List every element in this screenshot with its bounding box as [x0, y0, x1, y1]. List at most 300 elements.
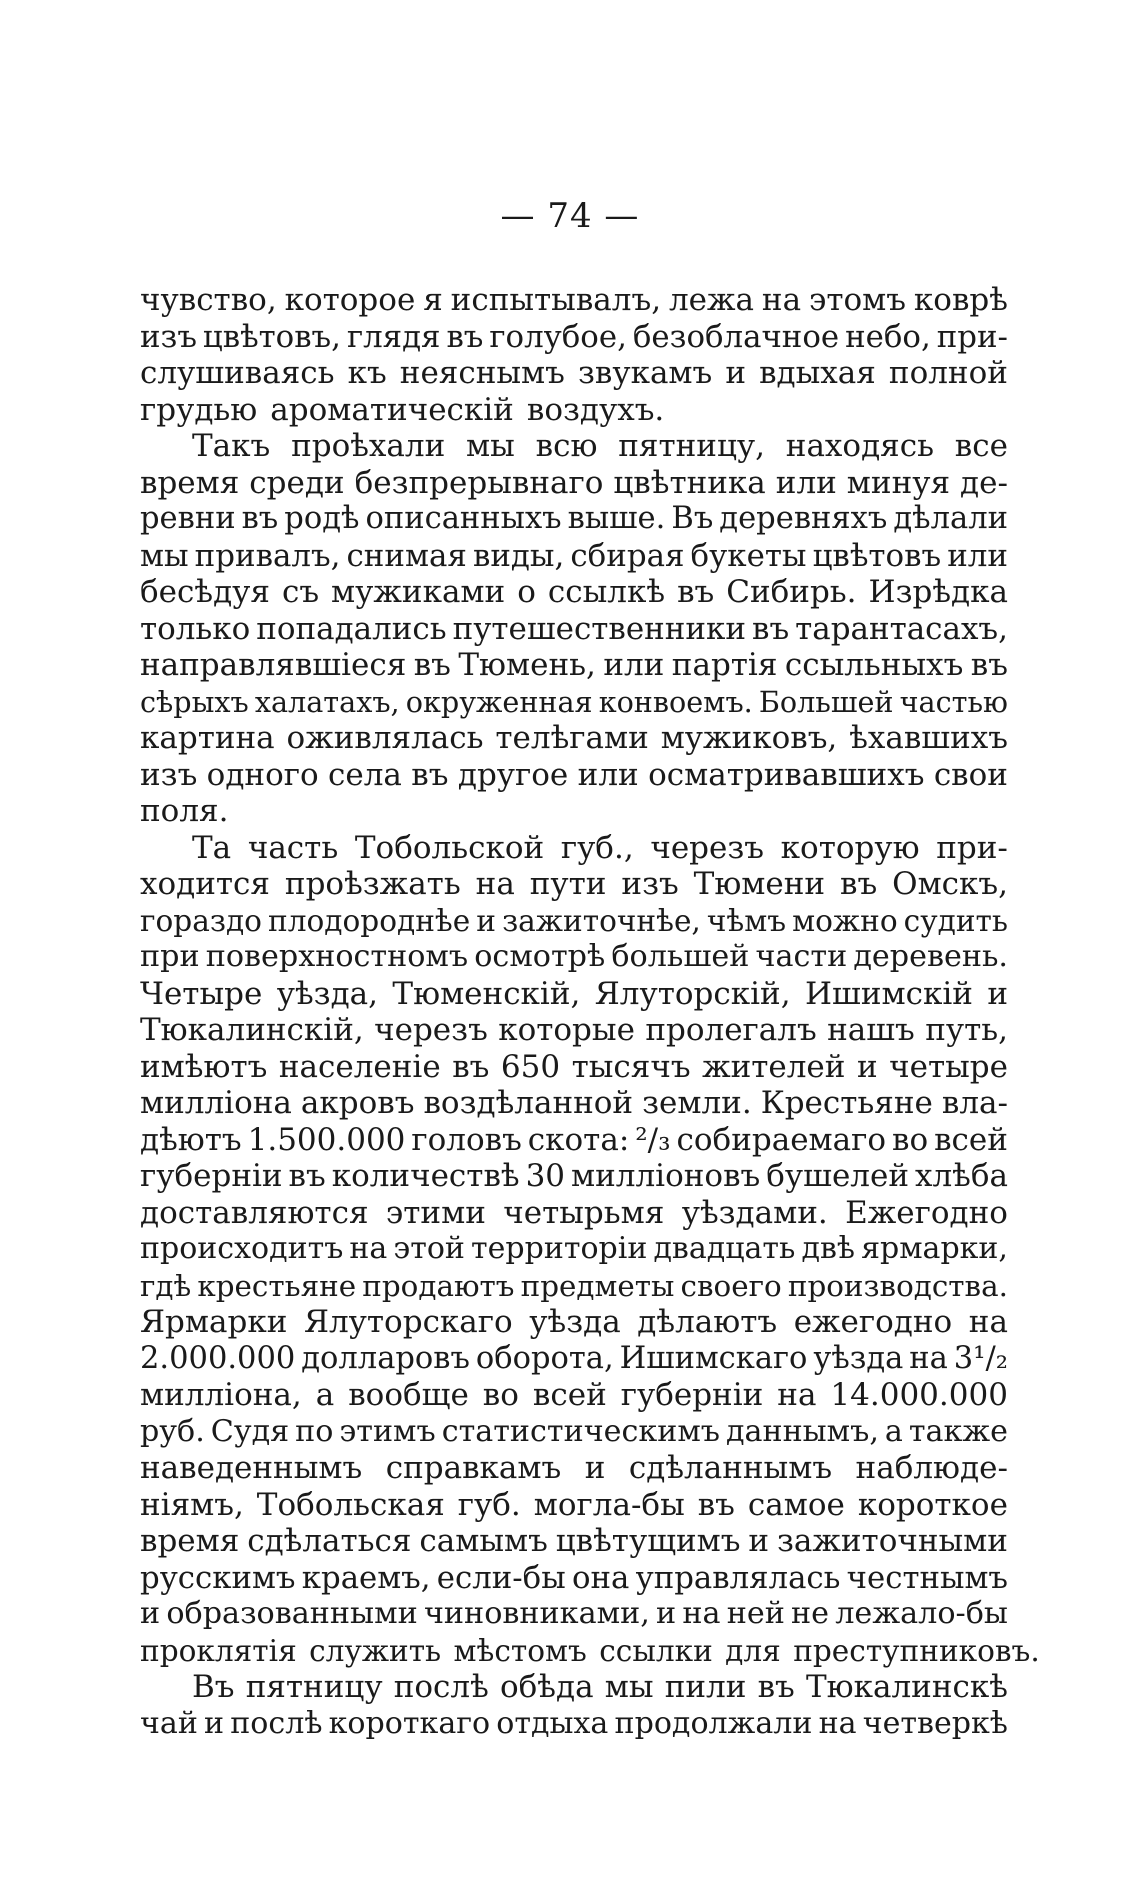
word: плодороднѣе: [268, 903, 471, 938]
word: въ: [411, 756, 449, 793]
word: части: [755, 939, 848, 974]
word: Такъ: [192, 428, 271, 464]
text-line: [140, 611, 1008, 648]
word: милліона,: [140, 1377, 302, 1413]
word: поля.: [140, 793, 229, 829]
text-line: [140, 1414, 1008, 1451]
word: наведеннымъ: [140, 1450, 363, 1486]
word: земли.: [642, 1085, 752, 1121]
word: вла-: [941, 1085, 1008, 1121]
word: о: [517, 574, 536, 610]
word: изъ: [140, 318, 197, 355]
word: свои: [933, 756, 1008, 793]
text-line: [140, 1487, 1008, 1524]
word: наблюде-: [855, 1450, 1008, 1486]
word: Судя: [210, 1413, 290, 1449]
word: мы: [604, 1669, 654, 1705]
word: или: [603, 647, 665, 683]
word: Сибирь.: [726, 574, 857, 610]
word: на: [818, 1705, 857, 1741]
word: а: [315, 1377, 335, 1413]
word: въ: [757, 1669, 795, 1705]
word: звукамъ: [577, 355, 713, 391]
word: осматривавшихъ: [648, 756, 925, 793]
word: 650: [500, 1048, 561, 1085]
word: которую: [780, 829, 920, 866]
word: полной: [888, 355, 1008, 391]
word: бесѣдуя: [140, 574, 270, 610]
word: при-: [936, 829, 1008, 866]
word: по: [295, 1413, 334, 1449]
word: на: [761, 282, 802, 318]
word: которые: [498, 1012, 635, 1048]
text-line: [140, 392, 1008, 429]
word: или: [947, 537, 1008, 574]
word: честнымъ: [846, 1559, 1008, 1596]
word: продолжали: [614, 1705, 813, 1741]
word: этими: [385, 1194, 486, 1231]
word: служить: [309, 1633, 442, 1668]
word: пути: [529, 866, 607, 902]
word: цвѣтовъ: [812, 537, 942, 574]
text-line: [140, 720, 1008, 757]
word: губ.: [457, 1486, 521, 1523]
word: одного: [206, 756, 319, 793]
word: время: [140, 1523, 240, 1559]
word: Та: [192, 829, 232, 866]
text-line: [140, 1669, 1008, 1706]
word: ссыльныхъ: [784, 647, 964, 683]
word: коврѣ: [913, 282, 1008, 318]
word: скота:: [527, 1121, 630, 1158]
word: а: [884, 1413, 903, 1449]
word: не: [791, 1596, 830, 1631]
word: и: [656, 1596, 677, 1631]
word: населеніе: [278, 1048, 441, 1085]
word: территоріи: [471, 1231, 648, 1266]
word: минуя: [846, 464, 951, 501]
word: голубое,: [489, 318, 627, 355]
text-line: [140, 647, 1008, 684]
word: имѣютъ: [140, 1048, 268, 1085]
word: губ.,: [560, 829, 634, 866]
word: описанныхъ: [365, 501, 562, 536]
word: уѣзда,: [276, 975, 378, 1012]
text-line: [140, 1158, 1008, 1195]
word: села: [328, 756, 402, 793]
word: оборота,: [475, 1340, 614, 1376]
word: жителей: [702, 1048, 846, 1085]
word: ссылкѣ: [547, 574, 666, 610]
word: другое: [457, 756, 569, 793]
word: изъ: [140, 756, 198, 793]
word: лежа: [668, 282, 755, 318]
word: уѣздами.: [681, 1194, 828, 1231]
word: и: [204, 1705, 225, 1741]
word: могла-бы: [533, 1486, 685, 1523]
word: статистическимъ: [441, 1413, 720, 1449]
word: цвѣтовъ,: [202, 318, 341, 355]
word: русскимъ: [140, 1559, 296, 1596]
word: частью: [899, 684, 1008, 719]
word: среди: [249, 464, 345, 501]
word: 30: [525, 1158, 566, 1194]
word: и: [725, 355, 747, 391]
word: 3¹/₂: [953, 1340, 1008, 1376]
word: лежало-бы: [835, 1596, 1008, 1631]
text-line: [140, 757, 1008, 794]
word: судить: [903, 903, 1008, 938]
word: на: [777, 1377, 817, 1413]
word: ходится: [140, 866, 270, 902]
page-number: — 74 —: [500, 196, 640, 236]
word: Четыре: [140, 975, 263, 1012]
word: ароматическій: [270, 391, 514, 428]
word: послѣ: [230, 1705, 323, 1741]
body-text: [140, 282, 1040, 1742]
word: производства.: [787, 1268, 1008, 1303]
word: въ: [288, 1158, 326, 1194]
word: и: [987, 975, 1008, 1012]
word: мужиками: [331, 574, 506, 610]
word: воздухъ.: [526, 391, 665, 428]
word: окруженная: [405, 684, 593, 719]
word: управлялась: [635, 1559, 841, 1596]
word: гдѣ: [140, 1268, 192, 1303]
word: ²/₃: [635, 1121, 671, 1158]
word: двѣ: [801, 1231, 855, 1266]
text-line: [140, 1596, 1008, 1633]
word: бушелей: [766, 1158, 909, 1194]
text-line: [140, 793, 1008, 830]
word: ярмарки,: [861, 1231, 1008, 1266]
word: въ: [413, 647, 451, 683]
word: даннымъ,: [725, 1413, 879, 1449]
word: Тюмени: [693, 866, 826, 902]
word: Омскъ,: [892, 866, 1008, 902]
text-line: [140, 428, 1008, 465]
word: въ: [452, 1048, 490, 1085]
word: небо,: [845, 318, 931, 355]
text-line: [140, 538, 1008, 575]
word: Ярмарки: [140, 1304, 288, 1340]
word: сдѣлаться: [247, 1523, 412, 1559]
word: на: [909, 1340, 948, 1376]
word: вдыхая: [759, 355, 876, 391]
word: проѣзжать: [284, 866, 461, 902]
word: 2.000.000: [140, 1340, 296, 1376]
word: образованными: [166, 1596, 418, 1631]
word: я: [423, 282, 443, 318]
word: партія: [671, 647, 778, 683]
word: цвѣтника: [613, 464, 766, 501]
word: Въ: [192, 1669, 235, 1705]
word: изъ: [621, 866, 679, 902]
text-line: [140, 1523, 1008, 1560]
word: черезъ: [374, 1012, 488, 1048]
word: осмотрѣ: [474, 939, 606, 974]
word: направлявшіеся: [140, 647, 407, 683]
word: милліоновъ: [571, 1158, 761, 1194]
word: ней: [726, 1596, 785, 1631]
word: своего: [680, 1268, 782, 1303]
word: милліона: [140, 1085, 292, 1121]
text-line: [140, 1341, 1008, 1378]
text-line: [140, 1085, 1008, 1122]
word: къ: [347, 355, 387, 391]
text-line: [140, 1706, 1008, 1743]
word: предметы: [520, 1268, 675, 1303]
word: въ: [697, 1486, 735, 1523]
word: четырьмя: [503, 1194, 665, 1231]
word: которое: [284, 282, 416, 318]
word: четверкѣ: [862, 1705, 1008, 1741]
word: самымъ: [419, 1523, 548, 1559]
word: выше.: [567, 501, 666, 536]
word: часть: [247, 829, 339, 866]
word: всей: [934, 1121, 1008, 1158]
text-line: [140, 1268, 1008, 1305]
word: ніямъ,: [140, 1486, 244, 1523]
text-line: [140, 282, 1008, 319]
word: дѣлаютъ: [637, 1304, 778, 1340]
word: на: [349, 1231, 388, 1266]
word: на: [682, 1596, 721, 1631]
word: съ: [281, 574, 320, 610]
text-line: [140, 355, 1008, 392]
word: если-бы: [436, 1559, 566, 1596]
word: Крестьяне: [760, 1085, 933, 1121]
word: уѣзда: [813, 1340, 904, 1376]
text-line: [140, 1633, 1040, 1670]
word: привалъ,: [194, 537, 341, 574]
word: дѣютъ: [140, 1121, 242, 1158]
word: Ишимскій: [804, 975, 973, 1012]
word: или: [577, 756, 639, 793]
word: пролегалъ: [645, 1012, 817, 1048]
word: чиновниками,: [423, 1596, 650, 1631]
word: родѣ: [284, 501, 360, 536]
word: мы: [140, 537, 189, 574]
text-line: [140, 1304, 1008, 1341]
word: ежегодно: [793, 1304, 953, 1340]
word: Тобольская: [256, 1486, 445, 1523]
word: этой: [393, 1231, 465, 1266]
word: слушиваясь: [140, 355, 335, 391]
word: для: [725, 1633, 781, 1668]
word: все: [954, 428, 1008, 464]
text-line: [140, 1450, 1008, 1487]
word: и: [476, 903, 497, 938]
word: грудью: [140, 391, 258, 428]
word: или: [775, 464, 837, 501]
word: Тюмень,: [458, 647, 596, 683]
word: во: [892, 1121, 929, 1158]
word: 14.000.000: [830, 1377, 1008, 1413]
word: Тюкалинскѣ: [805, 1669, 1008, 1705]
word: въ: [840, 866, 878, 902]
word: тарантасахъ,: [795, 610, 1008, 647]
word: доставляются: [140, 1194, 369, 1231]
word: черезъ: [650, 829, 765, 866]
word: на: [968, 1304, 1008, 1340]
word: поверхностномъ: [205, 939, 469, 974]
text-line: [140, 866, 1008, 903]
text-line: [140, 1049, 1008, 1086]
word: количествѣ: [331, 1158, 520, 1194]
word: чувство,: [140, 282, 277, 318]
word: она: [571, 1559, 630, 1596]
word: чай: [140, 1705, 198, 1741]
word: уѣзда: [529, 1304, 621, 1340]
word: 1.500.000: [247, 1121, 406, 1158]
word: краемъ,: [301, 1559, 431, 1596]
word: сбирая: [570, 537, 685, 574]
word: большей: [611, 939, 750, 974]
word: короткаго: [328, 1705, 491, 1741]
word: только: [140, 610, 251, 647]
text-line: [140, 1560, 1008, 1597]
text-line: [140, 1377, 1008, 1414]
word: вообще: [348, 1377, 469, 1413]
word: мѣстомъ: [453, 1633, 587, 1668]
word: также: [908, 1413, 1008, 1449]
word: послѣ: [393, 1669, 489, 1705]
word: обѣда: [499, 1669, 594, 1705]
word: въ: [446, 318, 484, 355]
word: въ: [241, 501, 279, 536]
word: гораздо: [140, 903, 262, 938]
word: телѣгами: [495, 720, 649, 756]
word: глядя: [346, 318, 441, 355]
word: преступниковъ.: [793, 1633, 1040, 1668]
word: четыре: [889, 1048, 1008, 1085]
text-line: [140, 501, 1008, 538]
text-line: [140, 319, 1008, 356]
word: въ: [677, 574, 715, 610]
word: сѣрыхъ: [140, 684, 249, 719]
word: губерніи: [620, 1377, 764, 1413]
word: и: [856, 1048, 878, 1085]
word: и: [584, 1450, 606, 1486]
word: мужиковъ,: [660, 720, 838, 756]
word: мы: [466, 428, 515, 464]
word: пятницу: [245, 1669, 383, 1705]
word: Ялуторскаго: [303, 1304, 513, 1340]
text-line: [140, 574, 1008, 611]
word: чѣмъ: [706, 903, 787, 938]
word: безоблачное: [632, 318, 840, 355]
word: этомъ: [808, 282, 906, 318]
word: конвоемъ.: [598, 684, 753, 719]
word: крестьяне: [197, 1268, 357, 1303]
word: Ялуторскій,: [594, 975, 791, 1012]
word: зажиточными: [776, 1523, 1008, 1559]
word: головъ: [411, 1121, 522, 1158]
word: и: [140, 1596, 161, 1631]
word: на: [475, 866, 515, 902]
word: безпрерывнаго: [354, 464, 604, 501]
word: сдѣланнымъ: [628, 1450, 833, 1486]
word: акровъ: [300, 1085, 415, 1121]
text-line: [140, 465, 1008, 502]
word: букеты: [690, 537, 807, 574]
word: отдыха: [496, 1705, 609, 1741]
word: проклятія: [140, 1633, 297, 1668]
word: нашъ: [827, 1012, 915, 1048]
word: картина: [140, 720, 275, 756]
word: двадцать: [653, 1231, 796, 1266]
word: этимъ: [339, 1413, 436, 1449]
word: оживлялась: [286, 720, 484, 756]
text-line: [140, 830, 1008, 867]
word: Тюкалинскій,: [140, 1012, 364, 1048]
word: во: [482, 1377, 519, 1413]
word: Въ: [671, 501, 714, 536]
word: де-: [960, 464, 1008, 501]
text-line: [140, 684, 1008, 721]
word: ссылки: [599, 1633, 713, 1668]
word: воздѣланной: [423, 1085, 634, 1121]
word: неяснымъ: [399, 355, 565, 391]
word: можно: [792, 903, 898, 938]
word: пятницу,: [618, 428, 765, 464]
word: въ: [970, 647, 1008, 683]
word: деревень.: [853, 939, 1008, 974]
word: всей: [532, 1377, 607, 1413]
text-line: [140, 1231, 1008, 1268]
word: продаютъ: [362, 1268, 515, 1303]
word: время: [140, 464, 240, 501]
text-line: [140, 1122, 1008, 1159]
word: Ежегодно: [845, 1194, 1008, 1231]
word: деревняхъ: [719, 501, 888, 536]
word: губерніи: [140, 1158, 283, 1194]
word: справкамъ: [385, 1450, 562, 1486]
word: Тюменскій,: [392, 975, 581, 1012]
text-line: [140, 903, 1008, 940]
word: Изрѣдка: [868, 574, 1008, 610]
word: цвѣтущимъ: [555, 1523, 741, 1559]
word: руб.: [140, 1413, 205, 1449]
word: халатахъ,: [254, 684, 400, 719]
word: дѣлали: [893, 501, 1008, 536]
word: долларовъ: [301, 1340, 470, 1376]
text-line: [140, 976, 1008, 1013]
word: ревни: [140, 501, 236, 536]
word: находясь: [785, 428, 934, 464]
word: хлѣба: [914, 1158, 1008, 1194]
word: всю: [535, 428, 598, 464]
word: проѣхали: [291, 428, 446, 464]
word: виды,: [472, 537, 565, 574]
word: Ишимскаго: [619, 1340, 808, 1376]
word: попадались: [256, 610, 447, 647]
word: путь,: [925, 1012, 1008, 1048]
word: при-: [936, 318, 1008, 355]
text-line: [140, 1012, 1008, 1049]
word: испытывалъ,: [450, 282, 662, 318]
word: ѣхавшихъ: [849, 720, 1008, 756]
word: самое: [747, 1486, 845, 1523]
word: короткое: [857, 1486, 1008, 1523]
word: снимая: [346, 537, 467, 574]
text-line: [140, 939, 1008, 976]
word: въ: [752, 610, 790, 647]
word: пили: [664, 1669, 747, 1705]
word: собираемаго: [676, 1121, 887, 1158]
word: зажиточнѣе,: [502, 903, 701, 938]
